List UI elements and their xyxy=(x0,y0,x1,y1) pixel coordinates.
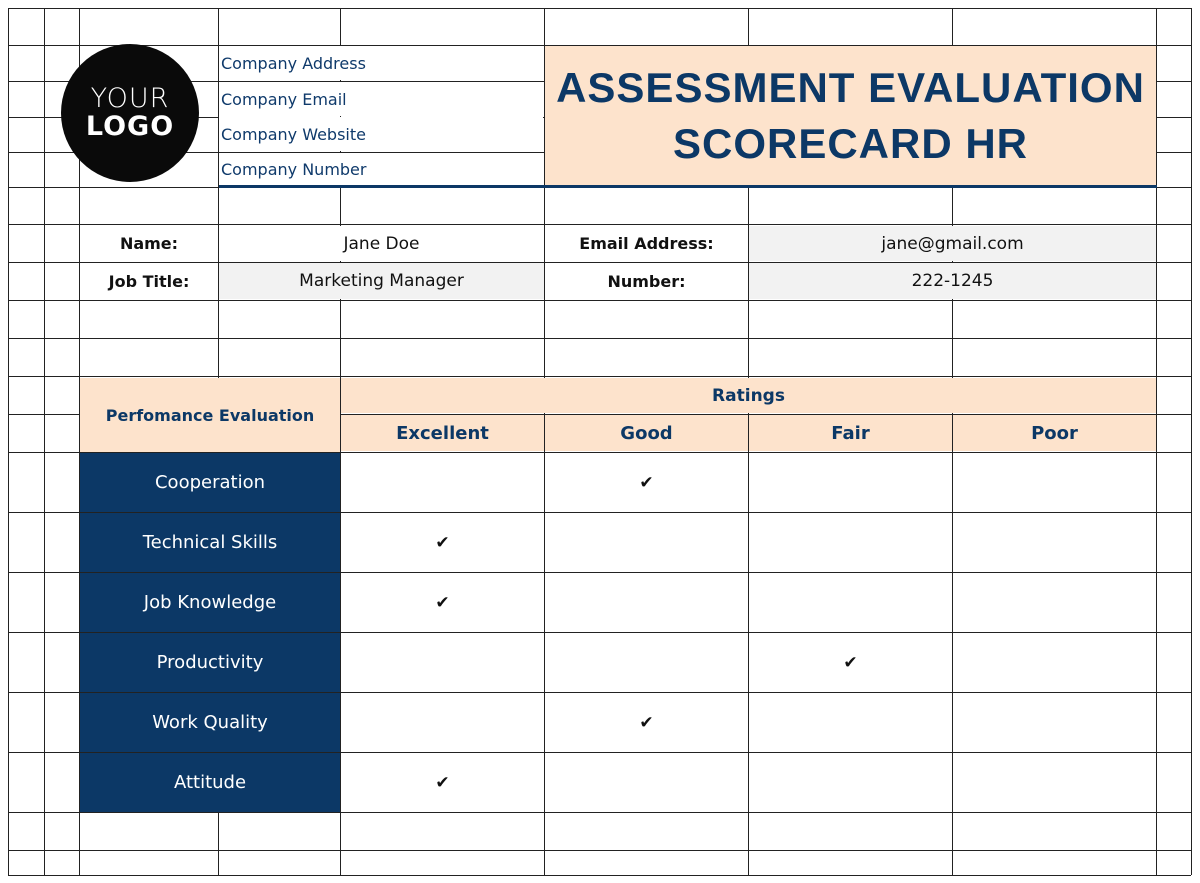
criterion-label: Productivity xyxy=(80,633,340,692)
rating-cell-good[interactable] xyxy=(545,513,748,572)
job-title-label: Job Title: xyxy=(80,263,218,299)
rating-cell-poor[interactable] xyxy=(953,513,1156,572)
company-logo xyxy=(61,44,199,182)
company-number: Company Number xyxy=(219,153,543,186)
rating-cell-fair[interactable] xyxy=(749,513,952,572)
criterion-label: Cooperation xyxy=(80,453,340,512)
email-value[interactable]: jane@gmail.com xyxy=(749,226,1156,261)
check-mark-icon: ✔ xyxy=(639,472,654,493)
criterion-label: Job Knowledge xyxy=(80,573,340,632)
rating-cell-excellent[interactable] xyxy=(341,453,544,512)
rating-cell-excellent[interactable] xyxy=(341,513,544,572)
rating-cell-excellent[interactable] xyxy=(341,693,544,752)
check-mark-icon: ✔ xyxy=(639,712,654,733)
rating-cell-fair[interactable] xyxy=(749,633,952,692)
company-email: Company Email xyxy=(219,82,543,116)
rating-cell-fair[interactable] xyxy=(749,573,952,632)
number-label: Number: xyxy=(545,263,748,299)
logo-line-1: YOUR xyxy=(90,82,170,114)
company-website: Company Website xyxy=(219,117,543,151)
check-mark-icon: ✔ xyxy=(435,772,450,793)
column-fair: Fair xyxy=(749,415,952,451)
title-line-2: SCORECARD HR xyxy=(672,120,1028,167)
rating-cell-poor[interactable] xyxy=(953,633,1156,692)
column-good: Good xyxy=(545,415,748,451)
rating-cell-good[interactable] xyxy=(545,573,748,632)
rating-cell-poor[interactable] xyxy=(953,453,1156,512)
rating-cell-poor[interactable] xyxy=(953,753,1156,812)
check-mark-icon: ✔ xyxy=(843,652,858,673)
title-box xyxy=(545,46,1156,186)
column-excellent: Excellent xyxy=(341,415,544,451)
criterion-label: Work Quality xyxy=(80,693,340,752)
rating-cell-good[interactable] xyxy=(545,633,748,692)
email-label: Email Address: xyxy=(545,226,748,261)
rating-cell-good[interactable] xyxy=(545,693,748,752)
column-poor: Poor xyxy=(953,415,1156,451)
rating-cell-good[interactable] xyxy=(545,753,748,812)
rating-cell-fair[interactable] xyxy=(749,453,952,512)
job-title-value[interactable]: Marketing Manager xyxy=(219,263,544,299)
rating-cell-excellent[interactable] xyxy=(341,753,544,812)
company-address: Company Address xyxy=(219,46,543,80)
rating-cell-excellent[interactable] xyxy=(341,633,544,692)
criterion-label: Attitude xyxy=(80,753,340,812)
header-divider xyxy=(219,185,1157,188)
check-mark-icon: ✔ xyxy=(435,532,450,553)
number-value[interactable]: 222-1245 xyxy=(749,263,1156,299)
rating-cell-good[interactable] xyxy=(545,453,748,512)
criterion-label: Technical Skills xyxy=(80,513,340,572)
logo-line-2: LOGO xyxy=(85,111,175,142)
ratings-header: Ratings xyxy=(341,378,1156,413)
rating-cell-fair[interactable] xyxy=(749,753,952,812)
rating-cell-poor[interactable] xyxy=(953,573,1156,632)
rating-cell-fair[interactable] xyxy=(749,693,952,752)
performance-evaluation-header: Perfomance Evaluation xyxy=(80,378,340,452)
title-line-1: ASSESSMENT EVALUATION xyxy=(556,64,1145,111)
rating-cell-excellent[interactable] xyxy=(341,573,544,632)
check-mark-icon: ✔ xyxy=(435,592,450,613)
name-value[interactable]: Jane Doe xyxy=(219,226,544,261)
name-label: Name: xyxy=(80,226,218,261)
rating-cell-poor[interactable] xyxy=(953,693,1156,752)
